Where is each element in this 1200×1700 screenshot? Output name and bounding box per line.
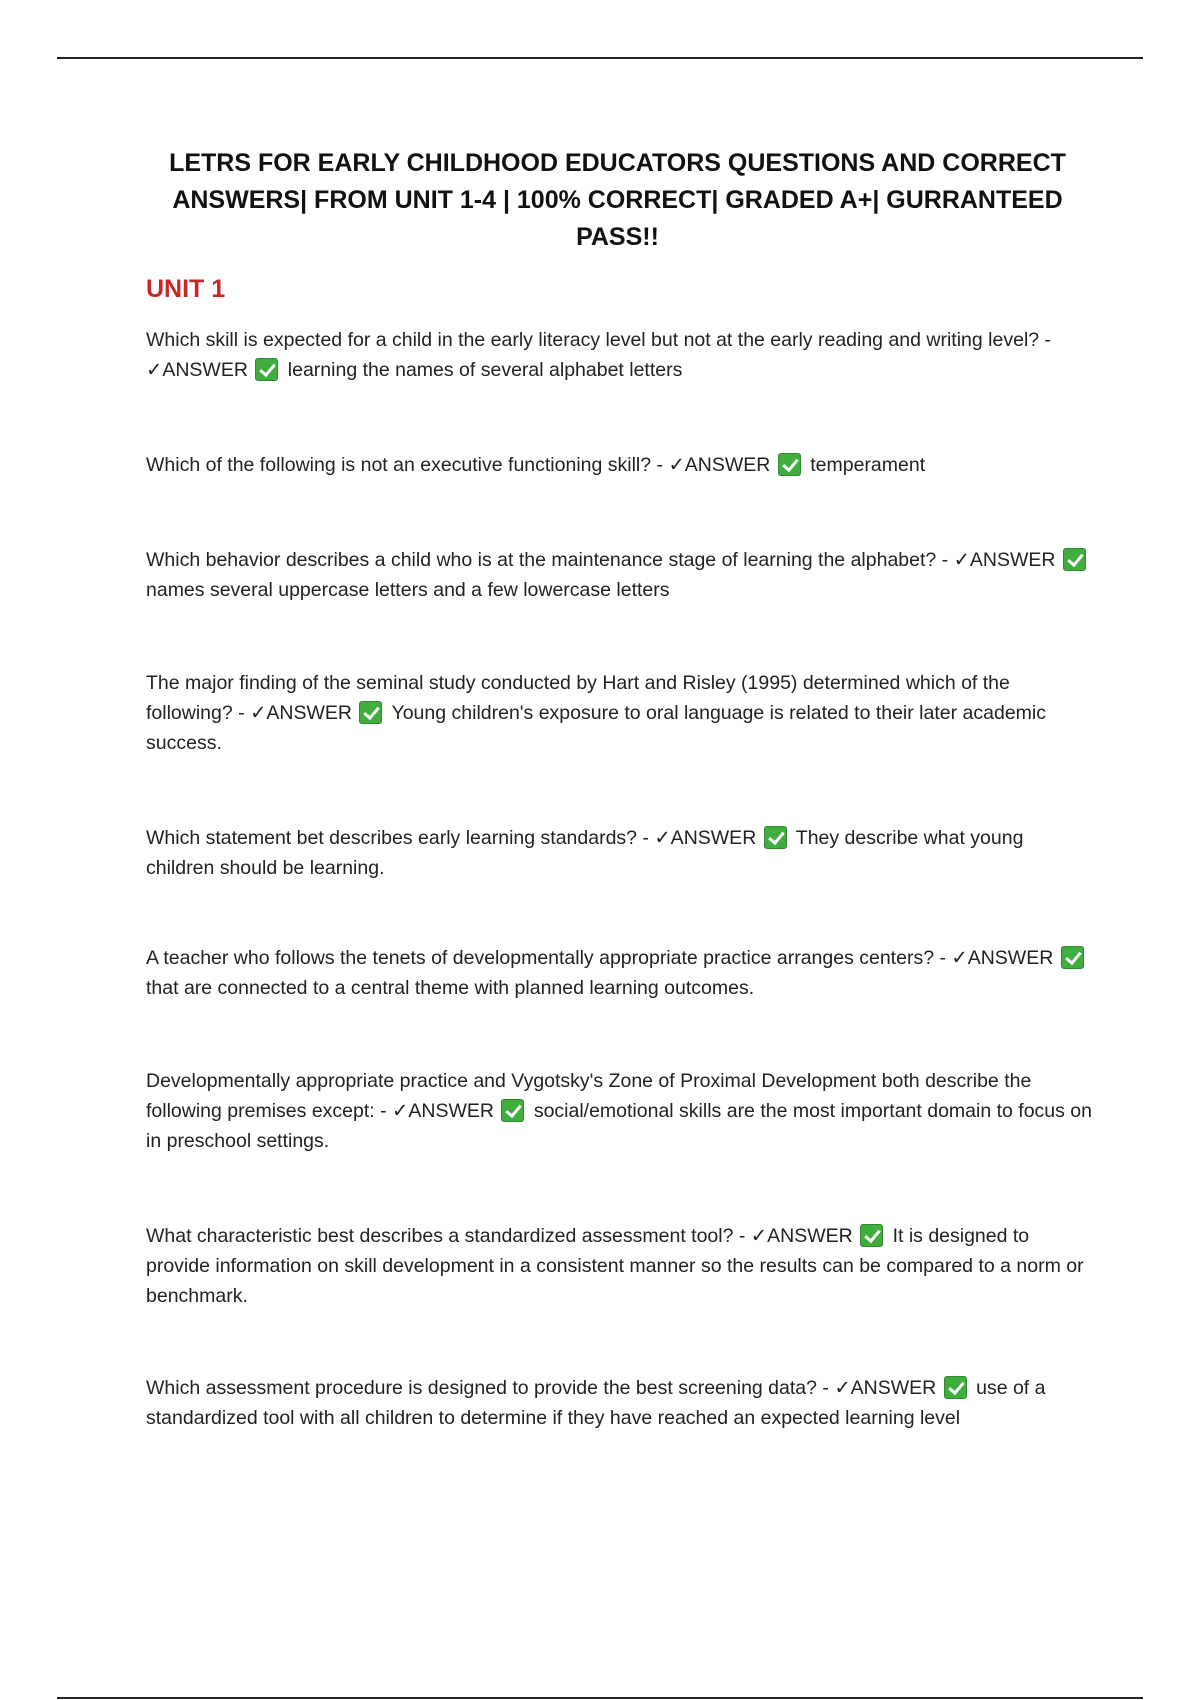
- question-text: Which behavior describes a child who is at the maintenance stage of learning the alphabet? -: [146, 549, 949, 571]
- answer-label: ✓ANSWER: [146, 359, 248, 381]
- answer-text: use of a standardized tool with all children to determine if they have reached an expected learning level: [146, 1377, 1046, 1429]
- answer-text: temperament: [810, 454, 926, 476]
- bottom-rule: [57, 1697, 1143, 1699]
- checkmark-icon: [1063, 548, 1086, 571]
- checkmark-icon: [255, 358, 278, 381]
- answer-text: that are connected to a central theme with planned learning outcomes.: [146, 977, 755, 999]
- question-text: Which statement bet describes early learning standards? -: [146, 827, 649, 849]
- qa-item: [146, 450, 1096, 480]
- checkmark-icon: [1061, 946, 1084, 969]
- qa-item: [146, 823, 1096, 883]
- answer-text: learning the names of several alphabet letters: [287, 359, 683, 381]
- answer-text: names several uppercase letters and a few lowercase letters: [146, 579, 670, 601]
- answer-label: ✓ANSWER: [668, 454, 771, 476]
- answer-label: ✓ANSWER: [392, 1100, 494, 1122]
- document-title: LETRS FOR EARLY CHILDHOOD EDUCATORS QUESTIONS AND CORRECT ANSWERS| FROM UNIT 1-4 | 100% CORRECT| GRADED A+| GURRANTEED PASS!!: [169, 149, 1066, 251]
- question-text: Which assessment procedure is designed to provide the best screening data? -: [146, 1377, 829, 1399]
- unit-heading: UNIT 1: [146, 275, 226, 303]
- question-text: A teacher who follows the tenets of developmentally appropriate practice arranges centers? -: [146, 947, 946, 969]
- answer-label: ✓ANSWER: [250, 702, 352, 724]
- checkmark-icon: [778, 453, 801, 476]
- qa-item: [146, 943, 1096, 1003]
- checkmark-icon: [764, 826, 787, 849]
- checkmark-icon: [860, 1224, 883, 1247]
- qa-item: [146, 325, 1096, 385]
- answer-label: ✓ANSWER: [750, 1225, 853, 1247]
- qa-item: [146, 1221, 1096, 1311]
- top-rule: [57, 57, 1143, 59]
- qa-item: [146, 1373, 1096, 1433]
- qa-item: [146, 545, 1096, 605]
- question-text: The major finding of the seminal study conducted by Hart and Risley (1995) determined which of the following? -: [146, 672, 1010, 724]
- question-text: Which skill is expected for a child in the early literacy level but not at the early reading and writing level? -: [146, 329, 1052, 351]
- answer-label: ✓ANSWER: [953, 549, 1056, 571]
- answer-text: Young children's exposure to oral language is related to their later academic success.: [146, 702, 1046, 754]
- answer-label: ✓ANSWER: [834, 1377, 937, 1399]
- qa-item: [146, 1066, 1096, 1156]
- question-text: What characteristic best describes a standardized assessment tool? -: [146, 1225, 746, 1247]
- question-text: Which of the following is not an executive functioning skill? -: [146, 454, 664, 476]
- checkmark-icon: [944, 1376, 967, 1399]
- qa-item: [146, 668, 1096, 758]
- checkmark-icon: [359, 701, 382, 724]
- answer-text: They describe what young children should be learning.: [146, 827, 1024, 879]
- answer-text: social/emotional skills are the most important domain to focus on in preschool settings.: [146, 1100, 1092, 1152]
- answer-text: It is designed to provide information on skill development in a consistent manner so the results can be compared to a norm or benchmark.: [146, 1225, 1084, 1307]
- question-text: Developmentally appropriate practice and Vygotsky's Zone of Proximal Development both describe the following premises except: -: [146, 1070, 1032, 1122]
- checkmark-icon: [501, 1099, 524, 1122]
- answer-label: ✓ANSWER: [654, 827, 757, 849]
- answer-label: ✓ANSWER: [951, 947, 1054, 969]
